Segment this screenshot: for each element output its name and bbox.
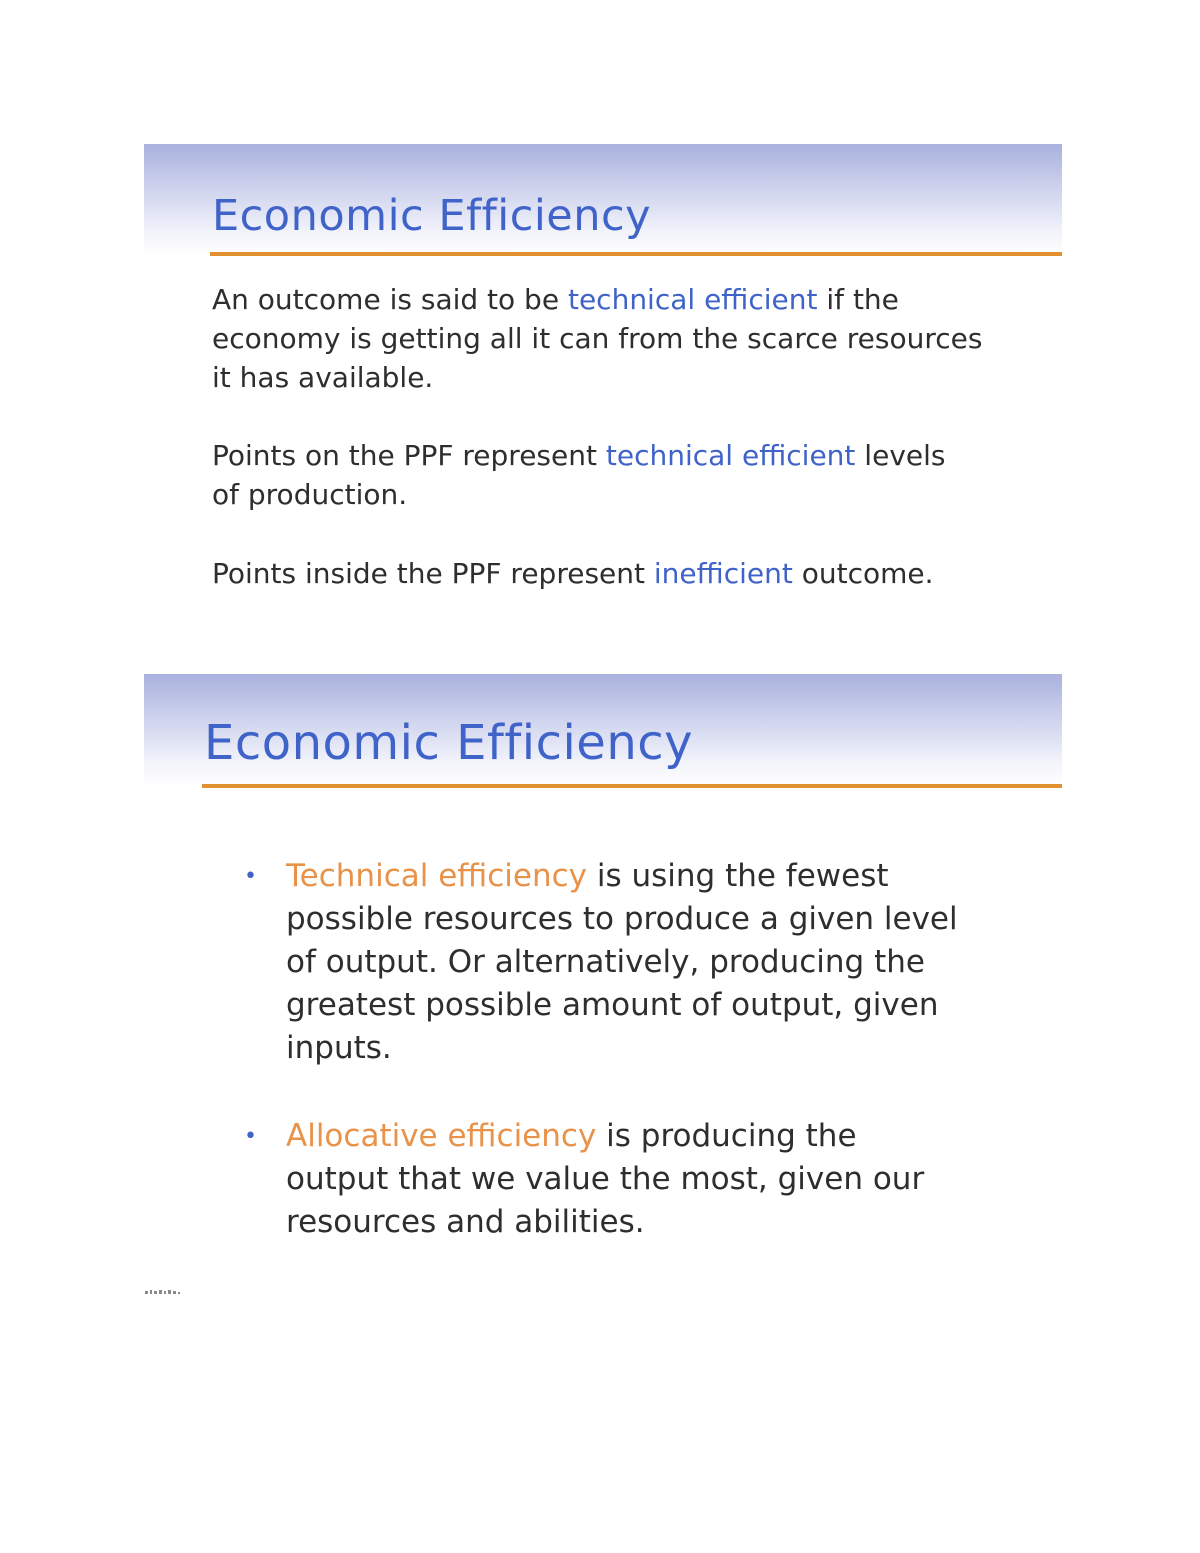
slide-technical-efficiency — [144, 144, 1062, 594]
slide-title: Economic Efficiency — [204, 715, 694, 771]
bullet-technical-efficiency — [286, 855, 958, 1070]
paragraph-definition — [212, 280, 982, 397]
text: of output. Or alternatively, producing the — [286, 944, 925, 980]
term-technical-efficiency: Technical efficiency — [286, 858, 588, 894]
text: outcome. — [792, 557, 934, 590]
text: resources and abilities. — [286, 1204, 645, 1240]
text: greatest possible amount of output, given — [286, 987, 939, 1023]
text: An outcome is said to be — [212, 283, 568, 316]
text: output that we value the most, given our — [286, 1161, 925, 1197]
text: it has available. — [212, 361, 434, 394]
title-underline — [210, 252, 1062, 256]
text: is using the fewest — [587, 858, 889, 894]
text: economy is getting all it can from the scarce resources — [212, 322, 983, 355]
bullet-allocative-efficiency — [286, 1115, 924, 1244]
text: if the — [817, 283, 899, 316]
text: inputs. — [286, 1030, 392, 1066]
bullet-icon: • — [244, 864, 257, 889]
text: Points inside the PPF represent — [212, 557, 654, 590]
text: of production. — [212, 478, 408, 511]
text: is producing the — [596, 1118, 857, 1154]
title-underline — [202, 784, 1062, 788]
bullet-icon: • — [244, 1124, 257, 1149]
slide-efficiency-types — [144, 674, 1062, 1254]
highlight-term: inefficient — [653, 557, 793, 590]
text: levels — [855, 439, 946, 472]
highlight-term: technical efficient — [567, 283, 818, 316]
scan-artifact-mark — [144, 1286, 192, 1298]
text: Points on the PPF represent — [212, 439, 606, 472]
term-allocative-efficiency: Allocative efficiency — [286, 1118, 597, 1154]
paragraph-on-ppf — [212, 436, 945, 514]
paragraph-inside-ppf — [212, 554, 934, 593]
highlight-term: technical efficient — [605, 439, 856, 472]
slide-title: Economic Efficiency — [212, 191, 652, 241]
text: possible resources to produce a given level — [286, 901, 958, 937]
